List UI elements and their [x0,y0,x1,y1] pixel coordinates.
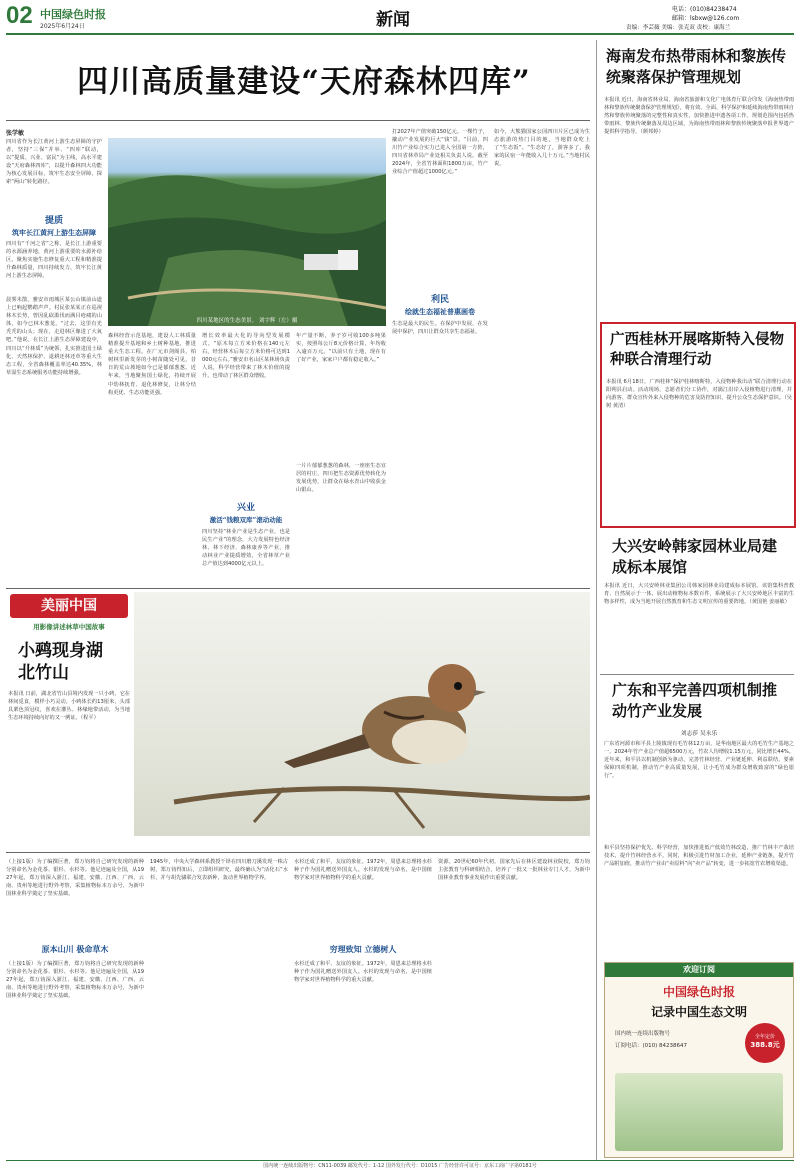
promo-illustration [615,1073,783,1151]
subscription-promo[interactable] [604,962,794,1158]
bottom-col1b-text: （上接1版）为了编撰巨著，郑万钧将自己研究发现的新种分别命名为金花茶、银杉、水杉等。他足迹遍及全国，从1927年起，郑万钧深入浙江、福建、安徽、江西、广西、云南、贵州等地进行野外考察，采集植物标本万余号，为新中国林业科学奠定了坚实基础。 [6,961,144,1000]
promo-price: 388.8元 [750,1041,780,1049]
lead-col5-text: 打2027年产值突破150亿元。一棵竹子，撬动产业发展的巨大“钱”景。“目前，四川竹产业综合实力已进入全国第一方阵，四川省林草局产业处相关负责人说。截至2024年，全省竹林面积1800万亩，竹产业综合产值超过1000亿元。” [392,129,488,176]
promo-code: 国内统一连续出版物号 [615,1031,671,1037]
lead-headline-rule [6,120,590,121]
lead-col3b-text: 四川坚持“林业产业是生态产业，也是民生产业”的理念，大力发展特色经济林、林下经济、森林康养等产业，推动林业产业提质增效，全省林草产业总产值达到4000亿元以上。 [202,529,290,568]
bottom-top-rule [6,852,590,853]
bottom-col3-text: 水杉迁成了和平、友谊的象征。1972年，周恩来总理将水杉种子作为国礼赠送外国友人。水杉的发现与命名，是中国植物学家对世界植物科学的重大贡献。 [294,859,432,882]
page-number: 02 [6,2,33,29]
bottom-subhead-1: 原本山川 极命草木 [41,944,109,954]
promo-price-badge [745,1023,785,1063]
lead-col6-text: 如今，大熊猫国家公园四川片区已成为生态旅游的热门目的地，当地群众吃上了“生态饭”。“生态好了，游客多了，我家的民宿一年能收入几十万元。”当地村民说。 [494,129,590,168]
banner-body: 本报讯 日前，湖北省竹山县境内发现一只小鹀，它在林间觅食，模样小巧灵动。小鹀体长约13厘米，头部具栗色顶冠纹，喜欢在灌丛、林缘地带活动，为当地生态环境持续向好的又一例证。（程平） [8,691,130,722]
right4-byline: 刘志莎 吴永乐 [680,731,718,737]
lead-byline: 张学敏 [6,130,25,137]
masthead-rule [6,33,794,35]
lead-subhead-1-title: 提质 [44,216,63,226]
lead-col1-text: 四川省作为长江黄河上游生态屏障的守护者，坚持“三保”并举、“四库”联动，以“提质、兴业、富民”为主线，高水平建设“天府森林四库”，以提升森林四大功能为核心发展目标，筑牢生态安全屏障，探索“两山”转化路径。 [6,139,102,186]
promo-slogan: 记录中国生态文明 [650,1005,747,1019]
lead-subhead-2-sub: 激活“钱粮双库”滚动动能 [209,516,283,524]
lead-col3-text: 增长效率最大化的导向型发展模式。“原木每立方米价格在140元左右，经营林木后每立方米价格可达到1000元左右。”雅安市名山区某林场负责人说，科学经营带来了林木价值的提升，也带动了林区群众增收。 [202,333,290,380]
editors-line: 责编：李芸薇 美编：张克双 责校：康海兰 [626,25,731,31]
right4-body: 广东省河源市和平县上陵镇现有毛竹林12万亩，是华南地区最大的毛竹生产基地之一。2024年竹产业总产值超6500万元，竹农人均增收1.15万元，同比增长44%。近年来，和平县以机制创新为驱动，完善竹林经营、产业链延伸、利益联结、要素保障四项机制，推动竹产业高质量发展，让小毛竹成为群众增收致富的“绿色银行”。 [604,741,794,780]
lead-subhead-2-title: 兴业 [236,503,255,513]
bird-photo [134,592,590,836]
lead-photo-caption: 四川某地区的生态美景。 刘宇辉（左）摄 [196,318,298,324]
promo-phone: 订阅电话：(010) 84238647 [615,1043,688,1049]
lead-col2-text: 森林经营示范基地，建设人工林质量精准提升基地和乡土树种基地，推进重大生态工程。在广元市剑阁县，柏树林里新发芽的小树苗随处可见，昔日的荒山坡地如今已是郁郁葱葱。近年来，当地聚焦国土绿化，持续开展中幼林抚育、退化林修复，让林分结构更优、生态功能更强。 [108,333,196,396]
right1-body: 本报讯 近日，海南省林业局、海南省旅游和文化广电体育厅联合印发《海南热带雨林和黎族传统聚落保护管理规划》，将有效、全面、科学保护和延续海南热带雨林自然和黎族传统聚落的完整性和真实性，加快推进申遗各项工作。规划范围内包括热带雨林、黎族传统聚落及周边区域，为海南热带雨林和黎族传统聚落申报世界遗产提供科学指导。（颜邦婷） [604,97,794,136]
masthead [0,0,800,34]
footer-rule [6,1160,794,1161]
bottom-col1-text: （上接1版）为了编撰巨著，郑万钧将自己研究发现的新种分别命名为金花茶、银杉、水杉等。他足迹遍及全国，从1927年起，郑万钧深入浙江、福建、安徽、江西、广西、云南、贵州等地进行野外考察，采集植物标本万余号，为新中国林业科学奠定了坚实基础。 [6,859,144,898]
banner-brand: 美丽中国 [10,594,128,618]
contact-email: 邮箱：lsbxw@126.com [672,15,740,22]
right4-body2: 和平县坚持保护优先、科学经营，加快推进低产低效竹林改造，推广竹林丰产栽培技术，提升竹林经营水平。同时，积极引进竹材加工企业，延伸产业链条，提升竹产品附加值，推动竹产业由“卖原料”向“卖产品”转变，进一步拓宽竹农增收渠道。 [604,845,794,868]
lead-subhead-1 [6,213,102,238]
right1-headline: 海南发布热带雨林和黎族传统聚落保护管理规划 [606,47,787,86]
bird-illustration [134,592,590,836]
issue-date: 2025年6月24日 [40,23,85,30]
lead-subhead-3-title: 利民 [430,295,449,305]
lead-photo [108,138,386,326]
lead-col5b-text: 生态是最大的民生。在保护中发展，在发展中保护，四川让群众共享生态福祉。 [392,321,488,336]
section-title: 新闻 [376,10,410,30]
right2-headline: 广西桂林开展喀斯特入侵物种联合清理行动 [610,331,784,368]
lead-col1b-text: 四川有“千河之省”之称，是长江上游重要的水源涵养地，黄河上游重要的水源补给区。聚焦实施生态修复重大工程和精准提升森林质量，四川持续发力，筑牢长江黄河上游生态屏障。 [6,241,102,280]
footer-line: 国内统一连续出版物号：CN11-0039 邮发代号：1-12 国外发行代号：D1015 广告经营许可证号：京东工商广字第0181号 [263,1163,537,1169]
lead-subhead-2 [202,500,290,524]
lead-col1c-text: 晨雾未散，雅安市雨城区某公山镇前山道上已响起鹦鹉声声。村民张某某正在巡视林木长势，曾因乱砍滥伐而满目疮痍的山体，如今已林木葱茏。“过去，这里有光秃秃的山头；现在，走进林区像进了大氧吧。”他说。在长江上游生态屏障建设中，四川以“升林质”为统领，扎实推进国土绿化、天然林保护、退耕还林还草等重大生态工程，全省森林覆盖率达40.35%，林草湿生态系统服务功能持续增强。 [6,297,102,376]
bottom-col3b-text: 水杉迁成了和平、友谊的象征。1972年，周恩来总理将水杉种子作为国礼赠送外国友人。水杉的发现与命名，是中国植物学家对世界植物科学的重大贡献。 [294,961,432,984]
lead-subhead-1-sub: 筑牢长江黄河上游生态屏障 [12,228,96,237]
lead-photo-scene [108,138,386,326]
lead-headline: 四川高质量建设“天府森林四库” [77,64,531,100]
promo-price-label: 全年定价 [754,1034,775,1040]
right3-headline: 大兴安岭韩家园林业局建成标本展馆 [612,537,778,576]
lead-col4b-text: 一片片郁郁葱葱的森林，一座座生态宜居的村庄，四川把生态资源优势转化为发展优势，让群众在绿水青山中收获金山银山。 [296,463,386,494]
promo-paper-name: 中国绿色时报 [662,985,735,999]
banner-headline: 小鹀现身湖北竹山 [18,641,103,683]
paper-name: 中国绿色时报 [40,8,106,21]
lead-subhead-3 [392,292,488,317]
banner-tagline: 用影像讲述林草中国故事 [33,623,105,631]
right4-headline: 广东和平完善四项机制推动竹产业发展 [612,681,778,720]
bottom-subhead-2: 穷理致知 立德树人 [329,944,397,954]
promo-welcome-banner: 欢迎订阅 [605,963,793,977]
lead-col4-text: 年产量不断，养子岁可收100多吨果实，按照每公斤8元价格计算，年均收入逾百万元。“以前只有土地，现在有了好产业，家家户户都有稳定收入。” [296,333,386,364]
banner-top-rule [6,588,590,589]
bottom-col2-text: 1945年，中央大学森林系教授干铎在四川磨刀溪发现一株古树，郑万钧得知后，立即组织研究，最终确认为“活化石”水杉，并与胡先骕联合发表新种，轰动世界植物学界。 [150,859,288,882]
bottom-col4-text: 资源。20世纪60年代初，国家先后在林区建设林业院校，郑万钧主张教育与科研相结合，培养了一批又一批林业专门人才，为新中国林业教育事业发展作出重要贡献。 [438,859,590,882]
banner-brand-box [8,592,130,642]
right3-body: 本报讯 近日，大兴安岭林业集团公司韩家园林业局建成标本展馆。该馆集科普教育、自然展示于一体，展出动植物标本数百件，系统展示了大兴安岭地区丰富的生物多样性，成为当地开展自然教育和生态文明宣传的重要阵地。（黄国艳 姜丽敏） [604,583,794,606]
contact-phone: 电话：(010)84238474 [672,6,737,13]
right3-rule [600,674,794,675]
lead-subhead-3-sub: 绘就生态福祉普惠画卷 [405,307,475,316]
right-column-divider [596,40,597,1160]
right2-body: 本报讯 6月18日，广西桂林“保护桂林喀斯特，入侵物种我出动”联合清理行动在阳朔县启动。活动现场，志愿者们分工协作，对漓江沿岸入侵植物进行清理，并向游客、群众宣传外来入侵物种的危害及防控知识，提升公众生态保护意识。（吴树 黄清） [606,379,792,410]
